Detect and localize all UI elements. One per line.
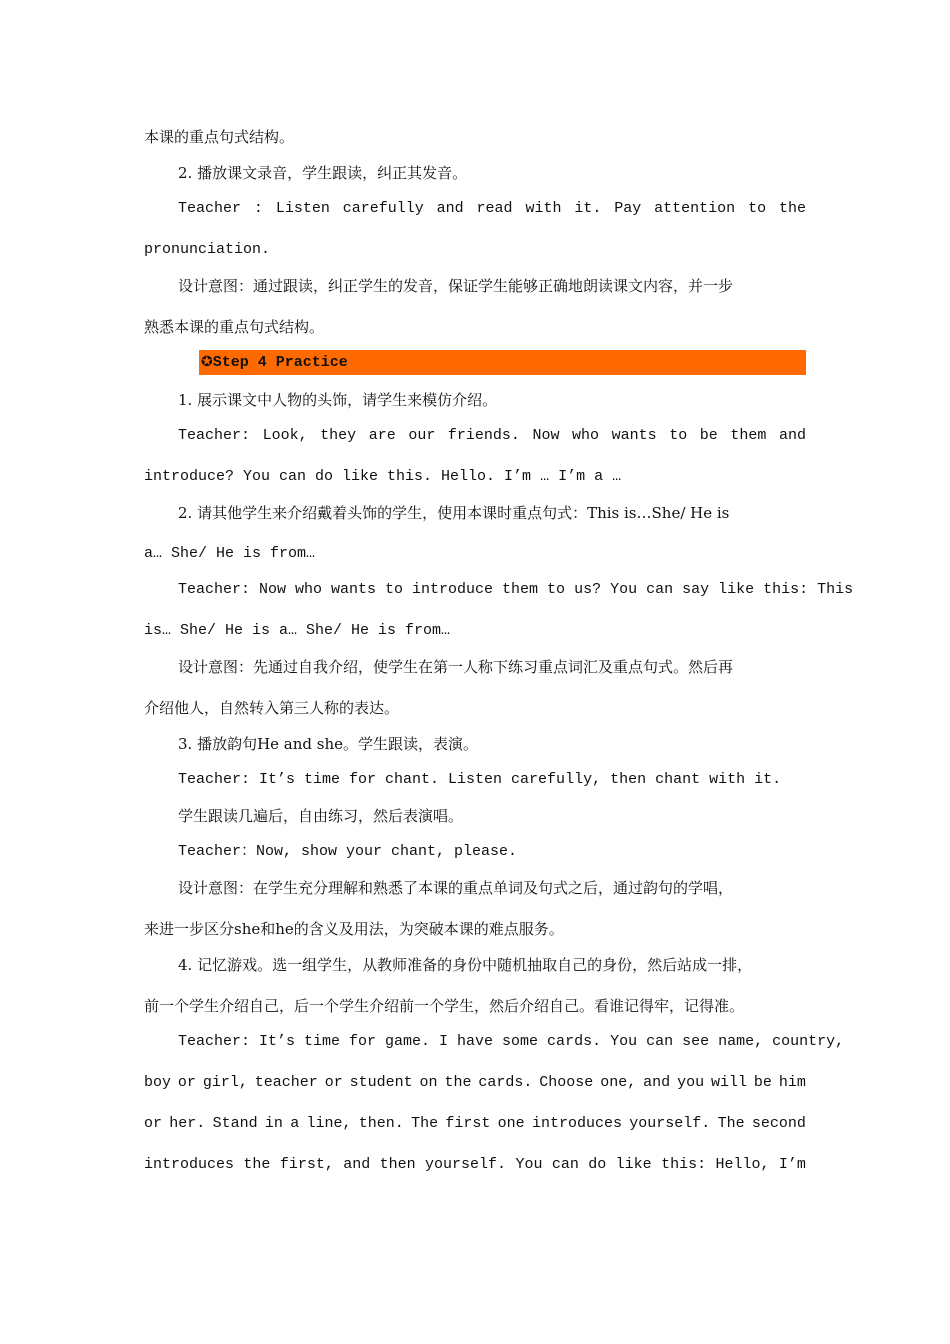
- para-line-27: [144, 1155, 806, 1175]
- word: our: [408, 427, 436, 444]
- word: be: [753, 1074, 772, 1091]
- para-line-19: Teacher：Now, show your chant, please.: [178, 843, 518, 860]
- para-line-22: 4. 记忆游戏。选一组学生，从教师准备的身份中随机抽取自己的身份，然后站成一排，: [178, 956, 753, 974]
- word: first,: [279, 1156, 334, 1173]
- word: Hello,: [715, 1156, 770, 1173]
- word: then.: [358, 1115, 404, 1132]
- word: read: [476, 200, 513, 217]
- word: the: [778, 200, 806, 217]
- word: Look,: [262, 427, 308, 444]
- word: yourself.: [425, 1156, 507, 1173]
- word: Stand: [212, 1115, 258, 1132]
- para-line-16: 3. 播放韵句He and she。学生跟读，表演。: [178, 735, 479, 753]
- para-line-13: is… She/ He is a… She/ He is from…: [144, 622, 451, 639]
- word: be: [699, 427, 718, 444]
- word: this:: [661, 1156, 707, 1173]
- word: then: [379, 1156, 416, 1173]
- para-line-14: 设计意图：先通过自我介绍，使学生在第一人称下练习重点词汇及重点句式。然后再: [178, 658, 734, 676]
- para-line-1: 本课的重点句式结构。: [144, 128, 295, 146]
- word: boy: [144, 1074, 172, 1091]
- word: can: [551, 1156, 579, 1173]
- para-line-3: [178, 199, 806, 219]
- para-line-10: 2. 请其他学生来介绍戴着头饰的学生，使用本课时重点句式：This is…She/ He is: [178, 504, 730, 522]
- word: first: [445, 1115, 491, 1132]
- word: wants: [611, 427, 657, 444]
- word: cards.: [478, 1074, 533, 1091]
- word: do: [588, 1156, 607, 1173]
- word: Listen: [275, 200, 330, 217]
- word: second: [751, 1115, 806, 1132]
- word: the: [444, 1074, 472, 1091]
- word: one: [497, 1115, 525, 1132]
- para-line-9: introduce? You can do like this. Hello. I’m … I’m a …: [144, 468, 622, 485]
- word: The: [717, 1115, 745, 1132]
- para-line-25: [144, 1073, 806, 1093]
- word: a: [290, 1115, 300, 1132]
- word: them: [730, 427, 767, 444]
- word: the: [243, 1156, 271, 1173]
- para-line-18: 学生跟读几遍后，自由练习，然后表演唱。: [178, 807, 464, 825]
- word: like: [615, 1156, 652, 1173]
- word: friends.: [447, 427, 520, 444]
- para-line-2: 2. 播放课文录音，学生跟读，纠正其发音。: [178, 164, 468, 182]
- word: with: [525, 200, 562, 217]
- word: :: [253, 200, 263, 217]
- word: to: [748, 200, 767, 217]
- word: and: [436, 200, 464, 217]
- para-line-4: pronunciation.: [144, 241, 271, 258]
- word: you: [677, 1074, 705, 1091]
- para-line-20: 设计意图：在学生充分理解和熟悉了本课的重点单词及句式之后，通过韵句的学唱，: [178, 879, 734, 897]
- para-line-17: Teacher: It’s time for chant. Listen carefully, then chant with it.: [178, 771, 782, 788]
- word: who: [572, 427, 600, 444]
- word: one,: [600, 1074, 637, 1091]
- step-4-banner: [199, 350, 806, 375]
- word: and: [778, 427, 806, 444]
- para-line-21: 来进一步区分she和he的含义及用法，为突破本课的难点服务。: [144, 920, 564, 938]
- para-line-24: Teacher: It’s time for game. I have some cards. You can see name, country,: [178, 1033, 845, 1050]
- word: or: [324, 1074, 343, 1091]
- word: attention: [654, 200, 736, 217]
- word: introduces: [531, 1115, 622, 1132]
- word: You: [515, 1156, 543, 1173]
- word: to: [669, 427, 688, 444]
- para-line-26: [144, 1114, 806, 1134]
- step-title: Step 4 Practice: [212, 354, 348, 371]
- word: introduces: [144, 1156, 235, 1173]
- para-line-7: 1. 展示课文中人物的头饰，请学生来模仿介绍。: [178, 391, 498, 409]
- word: on: [419, 1074, 438, 1091]
- word: will: [710, 1074, 747, 1091]
- word: Pay: [614, 200, 642, 217]
- word: Teacher:: [178, 427, 251, 444]
- word: and: [343, 1156, 371, 1173]
- word: student: [349, 1074, 413, 1091]
- word: carefully: [342, 200, 424, 217]
- word: Now: [532, 427, 560, 444]
- word: him: [778, 1074, 806, 1091]
- word: Choose: [539, 1074, 594, 1091]
- para-line-15: 介绍他人，自然转入第三人称的表达。: [144, 699, 400, 717]
- star-icon: ✪: [201, 354, 213, 370]
- word: girl,: [202, 1074, 248, 1091]
- word: The: [411, 1115, 439, 1132]
- para-line-23: 前一个学生介绍自己，后一个学生介绍前一个学生，然后介绍自己。看谁记得牢，记得准。: [144, 997, 745, 1015]
- word: and: [643, 1074, 671, 1091]
- word: in: [264, 1115, 283, 1132]
- word: Teacher: [178, 200, 242, 217]
- para-line-6: 熟悉本课的重点句式结构。: [144, 318, 325, 336]
- word: teacher: [254, 1074, 318, 1091]
- word: yourself.: [629, 1115, 711, 1132]
- word: are: [368, 427, 396, 444]
- word: her.: [169, 1115, 206, 1132]
- para-line-11: a… She/ He is from…: [144, 545, 316, 562]
- word: or: [177, 1074, 196, 1091]
- para-line-8: [178, 426, 806, 446]
- word: or: [144, 1115, 163, 1132]
- word: I’m: [778, 1156, 806, 1173]
- para-line-12: Teacher: Now who wants to introduce them to us? You can say like this: This: [178, 581, 854, 598]
- para-line-5: 设计意图：通过跟读，纠正学生的发音，保证学生能够正确地朗读课文内容，并一步: [178, 277, 734, 295]
- word: they: [320, 427, 357, 444]
- word: it.: [574, 200, 602, 217]
- word: line,: [306, 1115, 352, 1132]
